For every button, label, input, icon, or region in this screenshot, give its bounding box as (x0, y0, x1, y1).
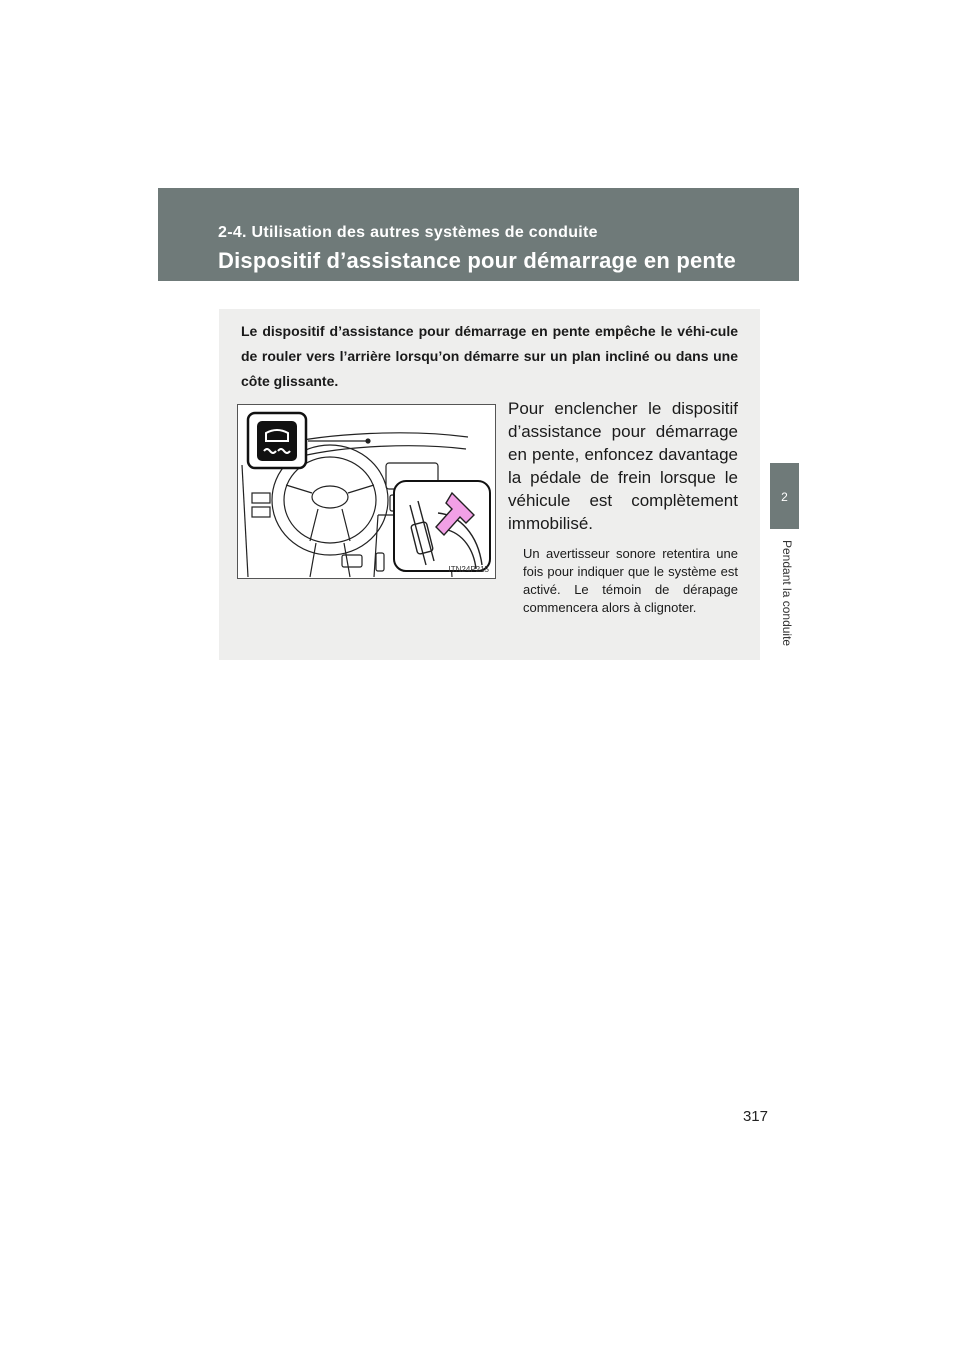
instruction-text: Pour enclencher le dispositif d’assistance pour démarrage en pente, enfoncez davantage la pédale de frein lorsque le véhicule est complètement immobilisé. (508, 399, 738, 533)
figure-code: ITN24P215 (448, 565, 489, 574)
page-title: Dispositif d’assistance pour démarrage en pente (218, 248, 736, 273)
chapter-label: Pendant la conduite (780, 540, 794, 647)
page-number: 317 (742, 1108, 768, 1125)
chapter-tab[interactable] (770, 463, 799, 529)
header-band (158, 188, 799, 281)
note-text: Un avertisseur sonore retentira une fois pour indiquer que le système est activé. Le témoin de dérapage commencera alors à clignoter. (523, 546, 738, 615)
chapter-tab-number: 2 (781, 490, 788, 504)
intro-text: Le dispositif d’assistance pour démarrage en pente empêche le véhi-cule de rouler vers l’arrière lorsqu’on démarre sur un plan incliné ou dans une côte glissante. (241, 323, 738, 389)
dashboard-drawing (238, 405, 495, 578)
content-box (219, 309, 760, 660)
section-label: 2-4. Utilisation des autres systèmes de conduite (218, 224, 598, 241)
dashboard-illustration (237, 404, 496, 579)
